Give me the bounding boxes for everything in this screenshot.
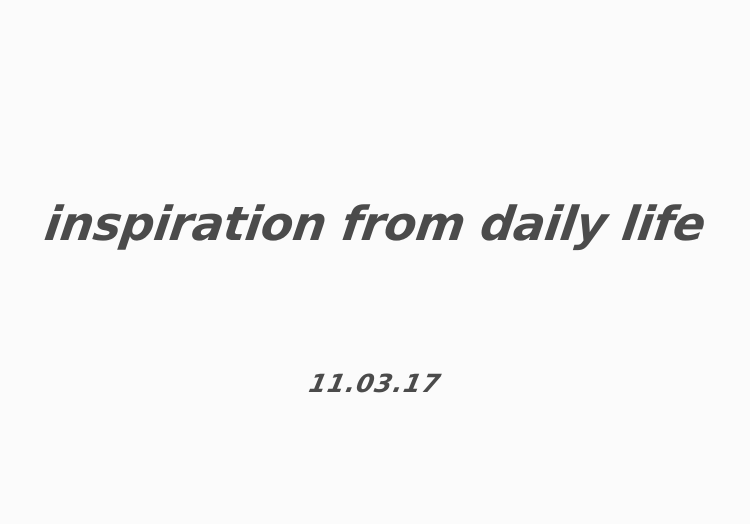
date-text: 11.03.17 <box>306 369 444 398</box>
headline-text: inspiration from daily life <box>41 197 709 252</box>
